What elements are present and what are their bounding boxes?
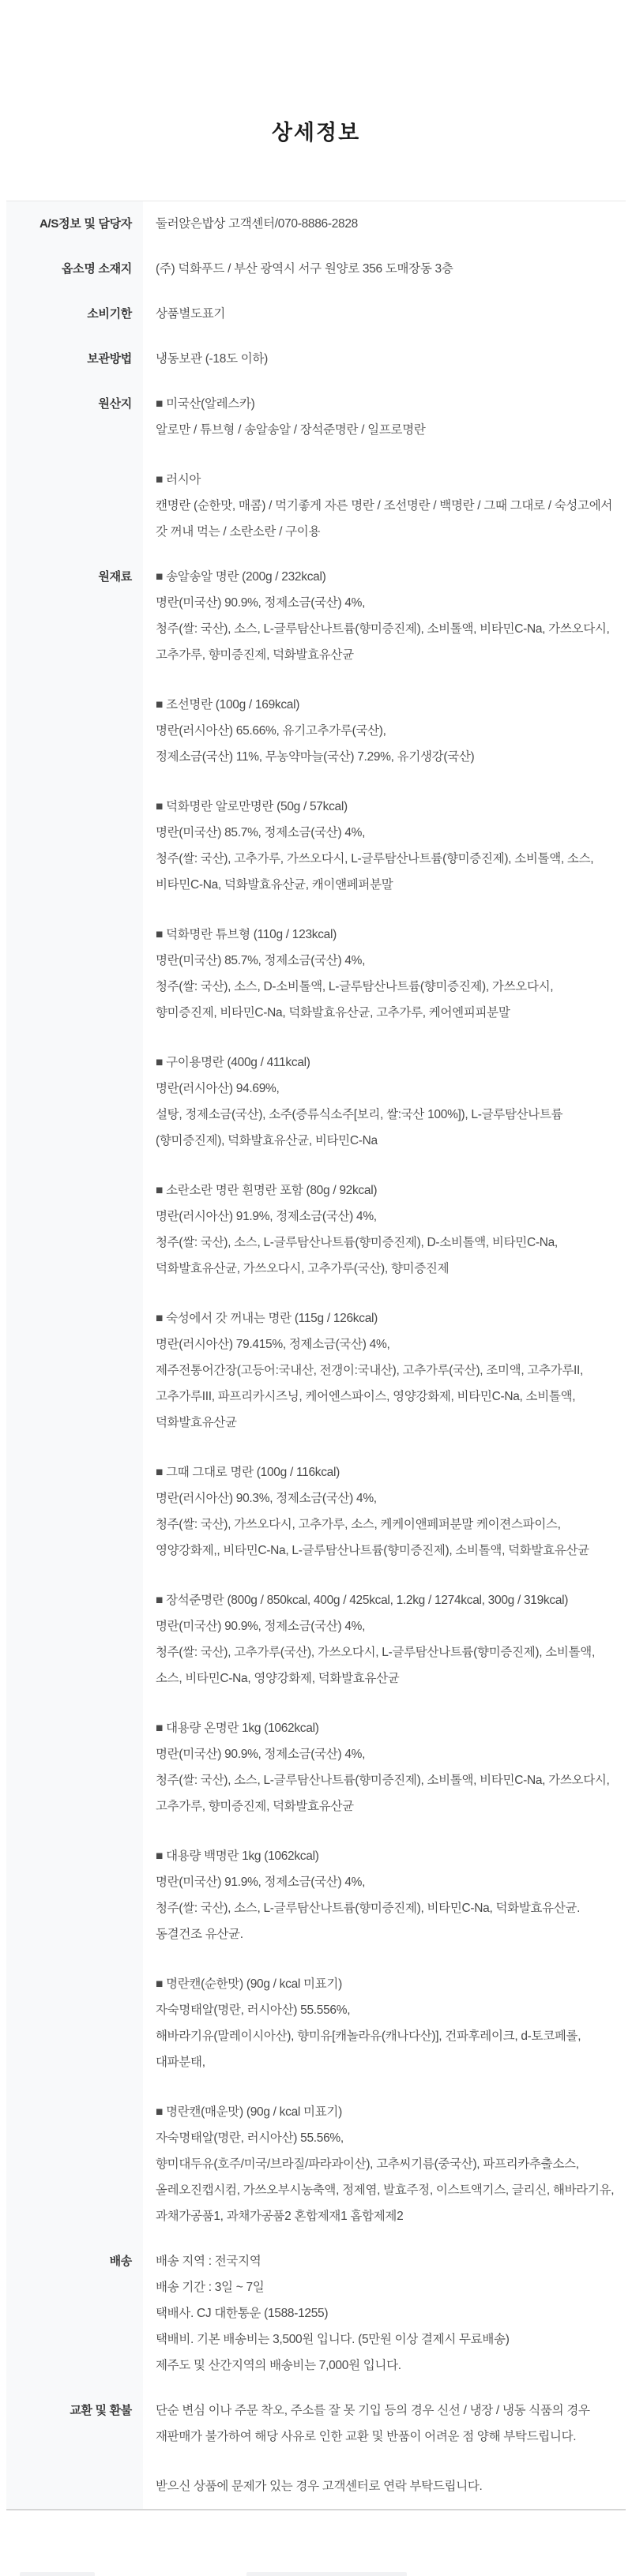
row-label: 원산지 [6,381,143,554]
content-block [156,211,616,237]
content-line: 해바라기유(말레이시아산), 향미유[캐놀라유(캐나다산)], 건파후레이크, d-토코페롤, 대파분태, [156,2030,581,2069]
table-row [6,2388,626,2509]
content-line: ■ 대용량 백명란 1kg (1062kcal) [156,1849,319,1863]
content-line: 택배비. 기본 배송비는 3,500원 입니다. (5만원 이상 결제시 무료배송) [156,2333,510,2346]
content-line: 상품별도표기 [156,307,226,321]
content-line: 알로만 / 튜브형 / 송알송알 / 장석준명란 / 일프로명란 [156,423,426,437]
content-line: 청주(쌀: 국산), 소스, L-글루탐산나트륨(향미증진제), D-소비톨액, 비타민C-Na, 덕화발효유산균, 가쓰오다시, 고추가루(국산), 향미증진제 [156,1236,558,1275]
content-block [156,564,616,668]
content-line: ■ 조선명란 (100g / 169kcal) [156,698,300,712]
table-row [6,336,626,381]
info-table [6,201,626,2510]
content-block [156,922,616,1026]
content-block [156,1715,616,1819]
content-line: 택배사. CJ 대한통운 (1588-1255) [156,2307,329,2320]
row-content [143,381,626,554]
content-line: 제주도 및 산간지역의 배송비는 7,000원 입니다. [156,2359,401,2372]
content-line: 받으신 상품에 문제가 있는 경우 고객센터로 연락 부탁드립니다. [156,2480,483,2493]
row-label: 보관방법 [6,336,143,381]
content-block [156,391,616,443]
content-line: 배송 기간 : 3일 ~ 7일 [156,2281,265,2294]
content-block [156,1587,616,1692]
content-line: 배송 지역 : 전국지역 [156,2255,261,2268]
content-line: 명란(미국산) 91.9%, 정제소금(국산) 4%, [156,1876,366,1889]
content-block [156,1843,616,1947]
content-line: 향미대두유(호주/미국/브라질/파라과이산), 고추씨기름(중국산), 파프리카추출소스, 올레오진캡시컴, 가쓰오부시농축액, 정제염, 발효주정, 이스트액기스, 글리신, 해바라기유, 과채가공품1, 과채가공품2 혼합제재1 홉합제제2 [156,2157,615,2223]
page-title: 상세정보 [271,121,361,145]
content-line: ■ 명란캔(매운맛) (90g / kcal 미표기) [156,2105,342,2119]
content-line: 명란(러시아산) 91.9%, 정제소금(국산) 4%, [156,1210,377,1223]
content-line: 제주전통어간장(고등어:국내산, 전갱이:국내산), 고추가루(국산), 조미액, 고추가루II, 고추가루III, 파프리카시즈닝, 케어엔스파이스, 영양강화제, 비타민C-Na, 소비톨액, 덕화발효유산균 [156,1364,584,1429]
content-block [156,1971,616,2075]
content-block [156,1177,616,1282]
content-line: (주) 덕화푸드 / 부산 광역시 서구 원양로 356 도매장동 3층 [156,262,453,276]
content-line: 둘러앉은밥상 고객센터/070-8886-2828 [156,217,358,231]
content-line: 청주(쌀: 국산), 가쓰오다시, 고추가루, 소스, 케케이앤페퍼분말 케이젼스파이스, 영양강화제,, 비타민C-Na, L-글루탐산나트륨(향미증진제), 소비톨액, 덕화발효유산균 [156,1518,589,1557]
content-line: ■ 숙성에서 갓 꺼내는 명란 (115g / 126kcal) [156,1312,378,1325]
content-line: 명란(러시아산) 94.69%, [156,1082,280,1095]
content-block [156,2398,616,2450]
content-line: ■ 명란캔(순한맛) (90g / kcal 미표기) [156,1977,342,1991]
content-line: ■ 송알송알 명란 (200g / 232kcal) [156,570,326,584]
content-line: ■ 미국산(알레스카) [156,397,255,411]
content-line: 명란(러시아산) 79.415%, 정제소금(국산) 4%, [156,1338,390,1351]
content-block [156,1050,616,1154]
content-line: ■ 덕화명란 알로만명란 (50g / 57kcal) [156,800,348,813]
table-row [6,291,626,336]
content-line: 명란(미국산) 90.9%, 정제소금(국산) 4%, [156,1620,366,1633]
content-line: 명란(러시아산) 65.66%, 유기고추가루(국산), [156,724,386,738]
content-block [156,794,616,898]
content-line: 냉동보관 (-18도 이하) [156,352,268,366]
content-line: 자숙명태알(명란, 러시아산) 55.56%, [156,2131,344,2145]
table-row [6,2239,626,2388]
content-line: ■ 덕화명란 튜브형 (110g / 123kcal) [156,928,337,941]
row-content [143,336,626,381]
row-label: 배송 [6,2239,143,2388]
content-line: 명란(러시아산) 90.3%, 정제소금(국산) 4%, [156,1492,377,1505]
next-section-peek [20,2572,95,2576]
row-content [143,201,626,246]
next-section-peek [246,2572,407,2576]
content-line: 캔명란 (순한맛, 매콤) / 먹기좋게 자른 명란 / 조선명란 / 백명란 / 그때 그대로 / 숙성고에서 갓 꺼내 먹는 / 소란소란 / 구이용 [156,499,613,539]
content-line: 명란(미국산) 90.9%, 정제소금(국산) 4%, [156,1748,366,1761]
content-line: ■ 대용량 온명란 1kg (1062kcal) [156,1722,319,1735]
content-line: 청주(쌀: 국산), 소스, L-글루탐산나트륨(향미증진제), 소비톨액, 비타민C-Na, 가쓰오다시, 고추가루, 향미증진제, 덕화발효유산균 [156,1774,610,1813]
row-content [143,2239,626,2388]
content-block [156,2473,616,2499]
content-line: 청주(쌀: 국산), 소스, L-글루탐산나트륨(향미증진제), 소비톨액, 비타민C-Na, 가쓰오다시, 고추가루, 향미증진제, 덕화발효유산균 [156,622,610,662]
content-line: 청주(쌀: 국산), 소스, D-소비톨액, L-글루탐산나트륨(향미증진제), 가쓰오다시, 향미증진제, 비타민C-Na, 덕화발효유산균, 고추가루, 케어엔피피분말 [156,980,554,1020]
table-row [6,246,626,291]
content-line: 청주(쌀: 국산), 고추가루(국산), 가쓰오다시, L-글루탐산나트륨(향미증진제), 소비톨액, 소스, 비타민C-Na, 영양강화제, 덕화발효유산균 [156,1646,595,1685]
content-line: 설탕, 정제소금(국산), 소주(증류식소주[보리, 쌀:국산 100%]), L-글루탐산나트륨(향미증진제), 덕화발효유산균, 비타민C-Na [156,1108,563,1147]
table-row [6,554,626,2239]
row-content [143,2388,626,2509]
row-content [143,246,626,291]
table-row [6,201,626,246]
content-line: ■ 러시아 [156,473,201,486]
row-label: 교환 및 환불 [6,2388,143,2509]
content-line: 명란(미국산) 90.9%, 정제소금(국산) 4%, [156,596,366,610]
row-content [143,291,626,336]
content-line: 명란(미국산) 85.7%, 정제소금(국산) 4%, [156,954,366,967]
content-line: 정제소금(국산) 11%, 무농약마늘(국산) 7.29%, 유기생강(국산) [156,750,475,764]
content-line: 자숙명태알(명란, 러시아산) 55.556%, [156,2003,351,2017]
row-label: 옵소명 소재지 [6,246,143,291]
content-line: ■ 구이용명란 (400g / 411kcal) [156,1056,310,1069]
content-line: ■ 장석준명란 (800g / 850kcal, 400g / 425kcal, 1.2kg / 1274kcal, 300g / 319kcal) [156,1594,569,1607]
content-line: 명란(미국산) 85.7%, 정제소금(국산) 4%, [156,826,366,839]
content-line: ■ 그때 그대로 명란 (100g / 116kcal) [156,1466,340,1479]
row-label: 소비기한 [6,291,143,336]
content-line: 단순 변심 이나 주문 착오, 주소를 잘 못 기입 등의 경우 신선 / 냉장 / 냉동 식품의 경우 재판매가 불가하여 해당 사유로 인한 교환 및 반품이 어려운 점 양해 부탁드립니다. [156,2404,590,2443]
row-content [143,554,626,2239]
table-row [6,381,626,554]
content-block [156,692,616,770]
content-block [156,467,616,545]
content-block [156,301,616,327]
content-line: 청주(쌀: 국산), 고추가루, 가쓰오다시, L-글루탐산나트륨(향미증진제), 소비톨액, 소스, 비타민C-Na, 덕화발효유산균, 캐이앤페퍼분말 [156,852,594,892]
content-block [156,2248,616,2379]
content-line: 청주(쌀: 국산), 소스, L-글루탐산나트륨(향미증진제), 비타민C-Na, 덕화발효유산균. 동결건조 유산균. [156,1902,581,1941]
content-block [156,346,616,372]
content-block [156,256,616,282]
content-block [156,2099,616,2229]
row-label: 원재료 [6,554,143,2239]
content-line: ■ 소란소란 명란 흰명란 포함 (80g / 92kcal) [156,1184,378,1197]
content-block [156,1305,616,1436]
row-label: A/S정보 및 담당자 [6,201,143,246]
content-block [156,1459,616,1564]
